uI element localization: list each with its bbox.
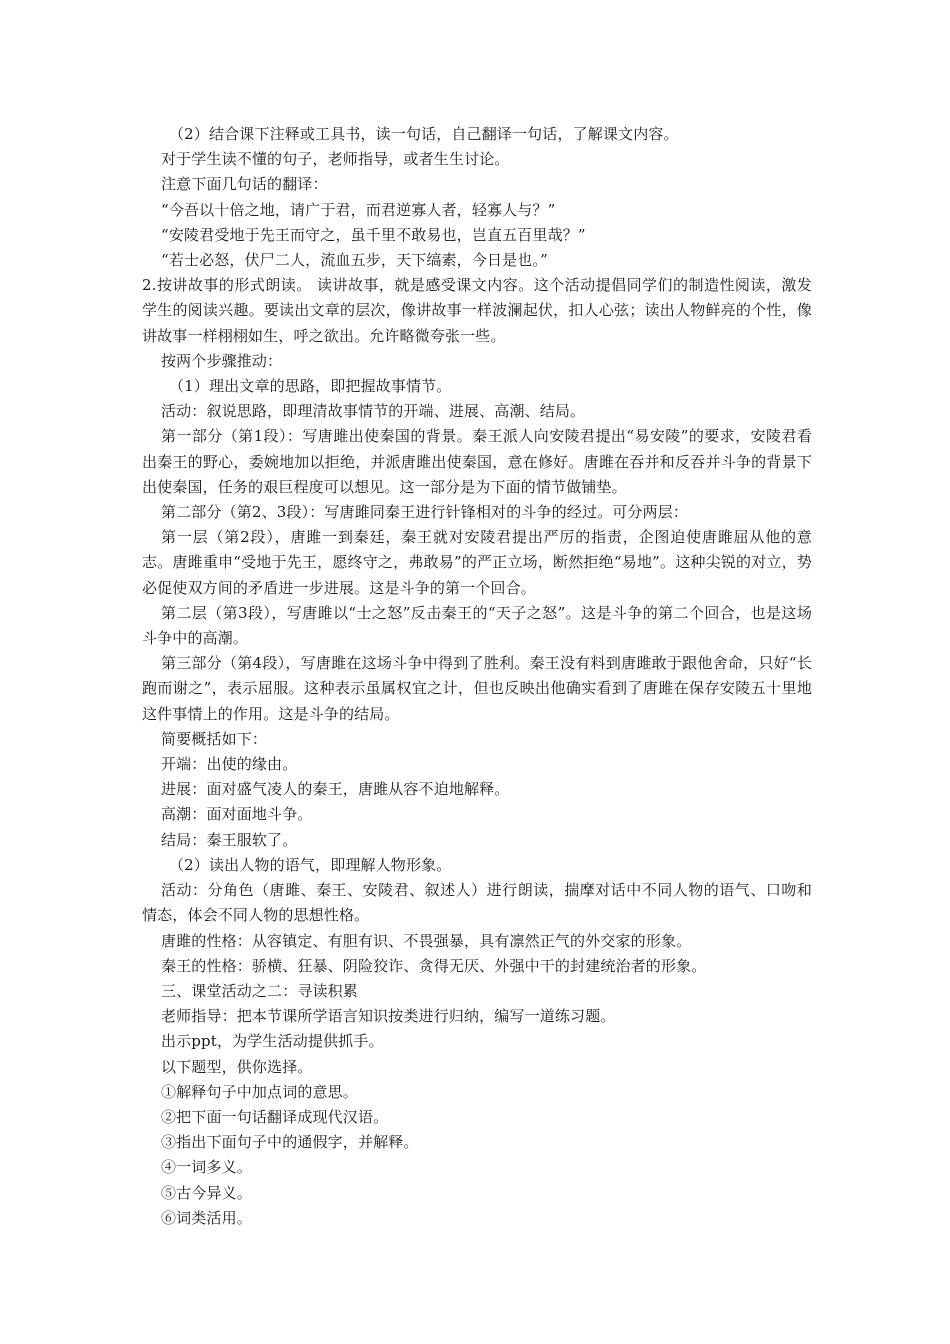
- paragraph: 第一层（第2段），唐雎一到秦廷，秦王就对安陵君提出严厉的指责，企图迫使唐雎屈从他的意志。唐雎重申“受地于先王，愿终守之，弗敢易”的严正立场，断然拒绝“易地”。这种尖锐的对立，势必促使双方间的矛盾进一步进展。这是斗争的第一个回合。: [142, 528, 812, 597]
- paragraph: 第二层（第3段），写唐雎以“士之怒”反击秦王的“天子之怒”。这是斗争的第二个回合，也是这场斗争中的高潮。: [142, 603, 812, 648]
- paragraph: 高潮：面对面地斗争。: [161, 805, 313, 824]
- paragraph: “若士必怒，伏尸二人，流血五步，天下缟素，今日是也。”: [161, 251, 548, 270]
- paragraph: （2）结合课下注释或工具书，读一句话，自己翻译一句话，了解课文内容。: [169, 125, 679, 143]
- paragraph: 注意下面几句话的翻译：: [161, 175, 328, 194]
- paragraph: 唐雎的性格：从容镇定、有胆有识、不畏强暴，具有凛然正气的外交家的形象。: [161, 931, 692, 950]
- paragraph: （1）理出文章的思路，即把握故事情节。: [169, 377, 452, 396]
- paragraph: ④一词多义。: [161, 1158, 252, 1177]
- paragraph: ⑤古今异义。: [161, 1183, 252, 1202]
- paragraph: 第二部分（第2、3段）：写唐雎同秦王进行针锋相对的斗争的经过。可分两层：: [161, 503, 688, 522]
- paragraph: ③指出下面句子中的通假字，并解释。: [161, 1133, 419, 1152]
- paragraph: 活动：分角色（唐雎、秦王、安陵君、叙述人）进行朗读，揣摩对话中不同人物的语气、口吻和情态，体会不同人物的思想性格。: [142, 881, 812, 925]
- paragraph: 第一部分（第1段）：写唐雎出使秦国的背景。秦王派人向安陵君提出“易安陵”的要求，安陵君看出秦王的野心，委婉地加以拒绝，并派唐雎出使秦国，意在修好。唐雎在吞并和反吞并斗争的背景下出使秦国，任务的艰巨程度可以想见。这一部分是为下面的情节做铺垫。: [142, 427, 812, 496]
- paragraph: 老师指导：把本节课所学语言知识按类进行归纳，编写一道练习题。: [161, 1007, 616, 1026]
- paragraph: 秦王的性格：骄横、狂暴、阴险狡诈、贪得无厌、外强中干的封建统治者的形象。: [161, 956, 707, 975]
- paragraph: 第三部分（第4段），写唐雎在这场斗争中得到了胜利。秦王没有料到唐雎敢于跟他舍命，只好“长跑而谢之”，表示屈服。这种表示虽属权宜之计，但也反映出他确实看到了唐雎在保存安陵五十里地这件事情上的作用。这是斗争的结局。: [142, 654, 812, 723]
- paragraph: 2.按讲故事的形式朗读。 读讲故事，就是感受课文内容。这个活动提倡同学们的制造性阅读，激发学生的阅读兴趣。要读出文章的层次，像讲故事一样波澜起伏，扣人心弦；读出人物鲜亮的个性，像讲故事一样栩栩如生，呼之欲出。允许略微夸张一些。: [142, 276, 812, 345]
- paragraph: 简要概括如下：: [161, 729, 268, 748]
- paragraph: ②把下面一句话翻译成现代汉语。: [161, 1107, 389, 1126]
- document-body: [142, 122, 812, 1231]
- paragraph: 以下题型，供你选择。: [161, 1057, 313, 1076]
- paragraph: 对于学生读不懂的句子，老师指导，或者生生讨论。: [161, 150, 510, 169]
- paragraph: 进展：面对盛气凌人的秦王，唐雎从容不迫地解释。: [161, 780, 510, 799]
- paragraph: ①解释句子中加点词的意思。: [161, 1082, 358, 1101]
- paragraph: 出示ppt，为学生活动提供抓手。: [161, 1032, 384, 1051]
- paragraph: （2）读出人物的语气，即理解人物形象。: [169, 855, 452, 874]
- paragraph: 按两个步骤推动：: [161, 351, 283, 370]
- paragraph: 活动：叙说思路，即理清故事情节的开端、进展、高潮、结局。: [161, 402, 586, 421]
- paragraph: “安陵君受地于先王而守之，虽千里不敢易也，岂直五百里哉？”: [161, 225, 586, 244]
- paragraph: “今吾以十倍之地，请广于君，而君逆寡人者，轻寡人与？”: [161, 200, 556, 219]
- paragraph: 三、课堂活动之二：寻读积累: [161, 981, 358, 1000]
- paragraph: ⑥词类活用。: [161, 1208, 252, 1227]
- paragraph: 开端：出使的缘由。: [161, 755, 298, 774]
- paragraph: 结局：秦王服软了。: [161, 830, 298, 849]
